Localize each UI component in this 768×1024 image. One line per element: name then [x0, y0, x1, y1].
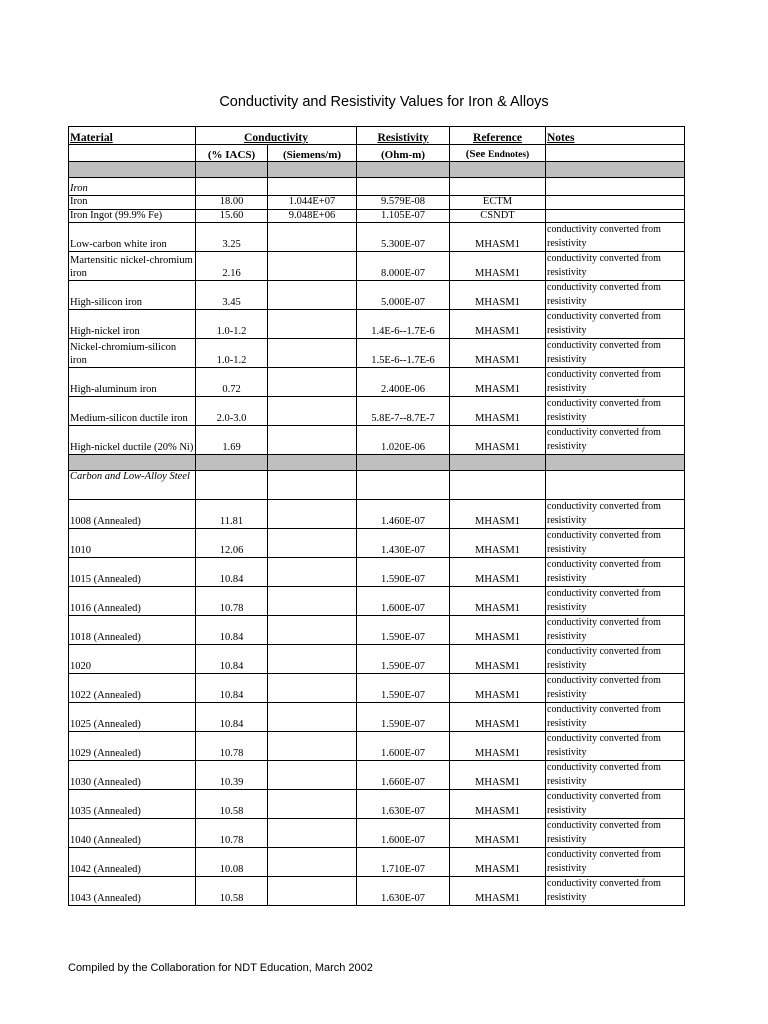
notes-cell: conductivity converted from resistivity	[546, 616, 685, 645]
notes-cell	[546, 196, 685, 210]
iacs-cell: 3.25	[196, 223, 268, 252]
reference-cell: MHASM1	[450, 310, 546, 339]
reference-cell: MHASM1	[450, 558, 546, 587]
iacs-cell: 10.78	[196, 819, 268, 848]
resistivity-cell: 1.630E-07	[357, 877, 450, 906]
resistivity-cell: 1.710E-07	[357, 848, 450, 877]
table-row	[69, 339, 685, 368]
section-row	[69, 471, 685, 500]
iacs-cell: 12.06	[196, 529, 268, 558]
resistivity-cell: 1.590E-07	[357, 616, 450, 645]
siemens-cell	[268, 732, 357, 761]
table-row	[69, 674, 685, 703]
siemens-cell	[268, 368, 357, 397]
material-cell: 1022 (Annealed)	[69, 674, 196, 703]
resistivity-cell: 1.460E-07	[357, 500, 450, 529]
resistivity-cell: 1.630E-07	[357, 790, 450, 819]
material-cell: Nickel-chromium-silicon iron	[69, 339, 196, 368]
material-cell: 1025 (Annealed)	[69, 703, 196, 732]
resistivity-cell: 1.600E-07	[357, 732, 450, 761]
material-cell: 1040 (Annealed)	[69, 819, 196, 848]
table-row	[69, 819, 685, 848]
siemens-cell	[268, 790, 357, 819]
reference-cell: CSNDT	[450, 209, 546, 223]
resistivity-cell: 9.579E-08	[357, 196, 450, 210]
siemens-cell: 9.048E+06	[268, 209, 357, 223]
table-row	[69, 848, 685, 877]
table-row	[69, 761, 685, 790]
reference-cell: MHASM1	[450, 368, 546, 397]
notes-cell: conductivity converted from resistivity	[546, 368, 685, 397]
reference-header: Reference	[450, 127, 546, 145]
siemens-cell	[268, 877, 357, 906]
iacs-cell: 1.0-1.2	[196, 339, 268, 368]
notes-cell: conductivity converted from resistivity	[546, 790, 685, 819]
material-cell: 1029 (Annealed)	[69, 732, 196, 761]
material-cell: Iron Ingot (99.9% Fe)	[69, 209, 196, 223]
section-label: Carbon and Low-Alloy Steel	[69, 471, 196, 500]
iacs-cell: 2.0-3.0	[196, 397, 268, 426]
siemens-cell	[268, 339, 357, 368]
resistivity-cell: 1.600E-07	[357, 587, 450, 616]
reference-cell: MHASM1	[450, 252, 546, 281]
resistivity-cell: 1.430E-07	[357, 529, 450, 558]
table-row	[69, 252, 685, 281]
table-row	[69, 281, 685, 310]
material-header: Material	[69, 127, 196, 145]
iacs-cell: 15.60	[196, 209, 268, 223]
material-cell: High-nickel iron	[69, 310, 196, 339]
siemens-cell	[268, 426, 357, 455]
notes-cell: conductivity converted from resistivity	[546, 252, 685, 281]
resistivity-cell: 1.600E-07	[357, 819, 450, 848]
material-cell: High-silicon iron	[69, 281, 196, 310]
table-row	[69, 223, 685, 252]
iacs-cell: 10.78	[196, 587, 268, 616]
separator-row	[69, 162, 685, 178]
table-row	[69, 529, 685, 558]
table-row	[69, 368, 685, 397]
iacs-cell: 18.00	[196, 196, 268, 210]
material-cell: 1015 (Annealed)	[69, 558, 196, 587]
reference-cell: ECTM	[450, 196, 546, 210]
section-label: Iron	[69, 178, 196, 196]
siemens-cell	[268, 848, 357, 877]
resistivity-cell: 5.8E-7--8.7E-7	[357, 397, 450, 426]
reference-cell: MHASM1	[450, 732, 546, 761]
units-row	[69, 145, 685, 162]
siemens-cell	[268, 500, 357, 529]
siemens-cell	[268, 558, 357, 587]
resistivity-cell: 5.000E-07	[357, 281, 450, 310]
notes-cell: conductivity converted from resistivity	[546, 877, 685, 906]
resistivity-cell: 1.4E-6--1.7E-6	[357, 310, 450, 339]
notes-cell: conductivity converted from resistivity	[546, 703, 685, 732]
resistivity-cell: 1.590E-07	[357, 645, 450, 674]
material-cell: High-nickel ductile (20% Ni)	[69, 426, 196, 455]
reference-cell: MHASM1	[450, 529, 546, 558]
iacs-unit: (% IACS)	[196, 145, 268, 162]
reference-cell: MHASM1	[450, 790, 546, 819]
table-row	[69, 616, 685, 645]
material-cell: Iron	[69, 196, 196, 210]
material-cell: 1018 (Annealed)	[69, 616, 196, 645]
ohm-unit: (Ohm-m)	[357, 145, 450, 162]
notes-cell: conductivity converted from resistivity	[546, 761, 685, 790]
table-row	[69, 500, 685, 529]
table-row	[69, 703, 685, 732]
resistivity-cell: 1.105E-07	[357, 209, 450, 223]
reference-cell: MHASM1	[450, 848, 546, 877]
iacs-cell: 10.39	[196, 761, 268, 790]
reference-cell: MHASM1	[450, 877, 546, 906]
material-cell: Martensitic nickel-chromium iron	[69, 252, 196, 281]
material-cell: 1008 (Annealed)	[69, 500, 196, 529]
reference-cell: MHASM1	[450, 616, 546, 645]
material-cell: 1035 (Annealed)	[69, 790, 196, 819]
iacs-cell: 10.84	[196, 616, 268, 645]
document-title: Conductivity and Resistivity Values for Iron & Alloys	[219, 94, 549, 110]
siemens-cell	[268, 223, 357, 252]
header-row	[69, 127, 685, 145]
reference-cell: MHASM1	[450, 674, 546, 703]
resistivity-cell: 1.020E-06	[357, 426, 450, 455]
table-row	[69, 790, 685, 819]
material-cell: Medium-silicon ductile iron	[69, 397, 196, 426]
table-row	[69, 877, 685, 906]
notes-cell: conductivity converted from resistivity	[546, 587, 685, 616]
material-cell: High-aluminum iron	[69, 368, 196, 397]
siemens-cell	[268, 674, 357, 703]
siemens-cell	[268, 310, 357, 339]
siemens-cell	[268, 819, 357, 848]
footer-credit: Compiled by the Collaboration for NDT Education, March 2002	[68, 962, 373, 974]
notes-cell	[546, 209, 685, 223]
table-row	[69, 209, 685, 223]
resistivity-cell: 1.590E-07	[357, 674, 450, 703]
notes-cell: conductivity converted from resistivity	[546, 732, 685, 761]
conductivity-table	[68, 126, 685, 906]
reference-cell: MHASM1	[450, 703, 546, 732]
reference-unit: (See Endnotes)	[450, 145, 546, 162]
reference-cell: MHASM1	[450, 223, 546, 252]
notes-cell: conductivity converted from resistivity	[546, 339, 685, 368]
conductivity-header: Conductivity	[196, 127, 357, 145]
table-row	[69, 587, 685, 616]
resistivity-cell: 2.400E-06	[357, 368, 450, 397]
reference-cell: MHASM1	[450, 426, 546, 455]
resistivity-cell: 5.300E-07	[357, 223, 450, 252]
iacs-cell: 3.45	[196, 281, 268, 310]
iacs-cell: 1.0-1.2	[196, 310, 268, 339]
material-cell: 1042 (Annealed)	[69, 848, 196, 877]
siemens-cell	[268, 616, 357, 645]
reference-cell: MHASM1	[450, 397, 546, 426]
iacs-cell: 1.69	[196, 426, 268, 455]
reference-cell: MHASM1	[450, 281, 546, 310]
table-row	[69, 645, 685, 674]
notes-cell: conductivity converted from resistivity	[546, 310, 685, 339]
iacs-cell: 11.81	[196, 500, 268, 529]
reference-cell: MHASM1	[450, 339, 546, 368]
iacs-cell: 0.72	[196, 368, 268, 397]
iacs-cell: 10.58	[196, 877, 268, 906]
resistivity-cell: 1.590E-07	[357, 558, 450, 587]
resistivity-cell: 1.660E-07	[357, 761, 450, 790]
reference-cell: MHASM1	[450, 761, 546, 790]
reference-cell: MHASM1	[450, 819, 546, 848]
siemens-cell	[268, 529, 357, 558]
notes-cell: conductivity converted from resistivity	[546, 558, 685, 587]
reference-cell: MHASM1	[450, 500, 546, 529]
siemens-cell	[268, 761, 357, 790]
notes-cell: conductivity converted from resistivity	[546, 529, 685, 558]
material-cell: Low-carbon white iron	[69, 223, 196, 252]
iacs-cell: 10.08	[196, 848, 268, 877]
resistivity-cell: 1.5E-6--1.7E-6	[357, 339, 450, 368]
siemens-cell	[268, 281, 357, 310]
siemens-cell	[268, 397, 357, 426]
siemens-unit: (Siemens/m)	[268, 145, 357, 162]
siemens-cell: 1.044E+07	[268, 196, 357, 210]
material-cell: 1043 (Annealed)	[69, 877, 196, 906]
notes-cell: conductivity converted from resistivity	[546, 426, 685, 455]
resistivity-header: Resistivity	[357, 127, 450, 145]
material-cell: 1020	[69, 645, 196, 674]
iacs-cell: 10.84	[196, 645, 268, 674]
table-row	[69, 397, 685, 426]
notes-cell: conductivity converted from resistivity	[546, 674, 685, 703]
table-row	[69, 310, 685, 339]
resistivity-cell: 1.590E-07	[357, 703, 450, 732]
notes-cell: conductivity converted from resistivity	[546, 223, 685, 252]
separator-row	[69, 455, 685, 471]
notes-cell: conductivity converted from resistivity	[546, 848, 685, 877]
notes-cell: conductivity converted from resistivity	[546, 645, 685, 674]
siemens-cell	[268, 645, 357, 674]
notes-cell: conductivity converted from resistivity	[546, 819, 685, 848]
notes-cell: conductivity converted from resistivity	[546, 281, 685, 310]
table-row	[69, 426, 685, 455]
resistivity-cell: 8.000E-07	[357, 252, 450, 281]
material-cell: 1016 (Annealed)	[69, 587, 196, 616]
table-body	[69, 127, 685, 906]
siemens-cell	[268, 703, 357, 732]
table-row	[69, 558, 685, 587]
material-cell: 1010	[69, 529, 196, 558]
reference-cell: MHASM1	[450, 645, 546, 674]
section-row	[69, 178, 685, 196]
iacs-cell: 10.84	[196, 703, 268, 732]
material-cell: 1030 (Annealed)	[69, 761, 196, 790]
notes-header: Notes	[546, 127, 685, 145]
reference-cell: MHASM1	[450, 587, 546, 616]
iacs-cell: 10.84	[196, 674, 268, 703]
siemens-cell	[268, 587, 357, 616]
siemens-cell	[268, 252, 357, 281]
notes-cell: conductivity converted from resistivity	[546, 397, 685, 426]
iacs-cell: 10.78	[196, 732, 268, 761]
iacs-cell: 2.16	[196, 252, 268, 281]
table-row	[69, 196, 685, 210]
table-row	[69, 732, 685, 761]
iacs-cell: 10.58	[196, 790, 268, 819]
notes-cell: conductivity converted from resistivity	[546, 500, 685, 529]
iacs-cell: 10.84	[196, 558, 268, 587]
